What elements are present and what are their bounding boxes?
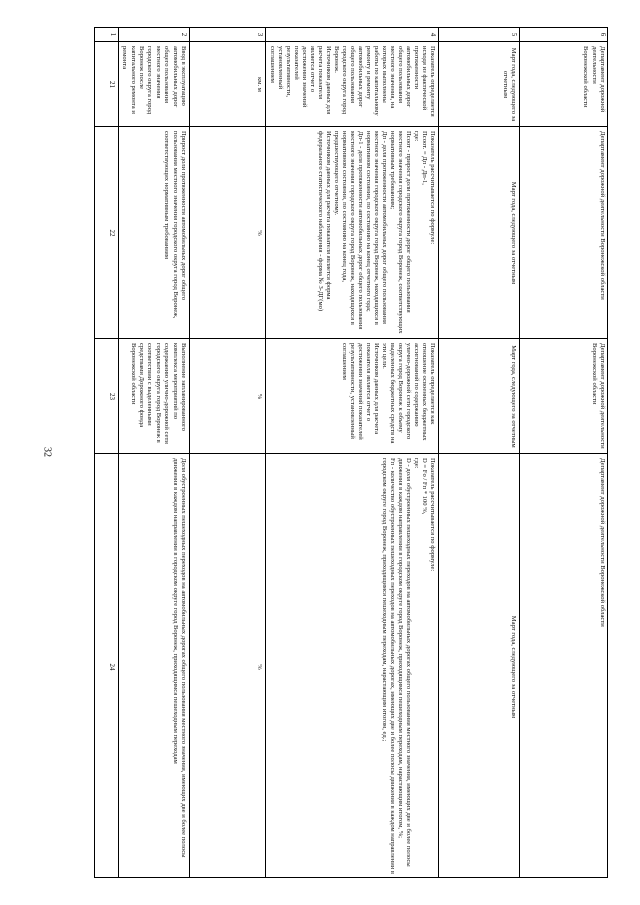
- unit: км. м: [256, 77, 263, 92]
- row-number-cell: [95, 127, 119, 338]
- header-cell: [190, 28, 266, 41]
- responsible: Департамент дорожной деятельности Воронежской области: [582, 46, 606, 113]
- deadline-cell: [439, 339, 520, 453]
- row-number-cell: [95, 454, 119, 878]
- responsible-cell: [520, 127, 608, 338]
- row-number: 24: [108, 663, 116, 671]
- deadline-cell: [439, 127, 520, 338]
- deadline: Март года, следующего за отчетным: [501, 47, 517, 122]
- unit: %: [256, 393, 263, 400]
- table-row: [95, 126, 607, 338]
- indicator-name-cell: [119, 339, 190, 453]
- responsible-cell: [520, 339, 608, 453]
- indicator-name: Выполнение запланированного комплекса мероприятий по содержанию улично-дорожной сети городского округа город Воронеж в соответствии с выделенными средствами Дорожного фонда Воронежской области: [129, 343, 187, 444]
- header-label: 5: [510, 32, 518, 37]
- row-number: 23: [108, 393, 116, 400]
- method-cell: [266, 339, 439, 453]
- responsible: Департамент дорожной деятельности Воронежской области: [599, 131, 606, 300]
- method-cell: [266, 42, 439, 126]
- unit-cell: [190, 127, 266, 338]
- row-number: 22: [108, 229, 116, 237]
- row-number-cell: [95, 339, 119, 453]
- responsible-cell: [520, 454, 608, 878]
- indicator-name: Доля обустроенных пешеходных переходов на автомобильных дорогах общего пользования местного значения, имеющих две и более полосы движения в каждом направлении в городском округе город Воронеж, приходящимся пешеходным переходам: [171, 458, 187, 858]
- table-row: [95, 338, 607, 453]
- deadline-cell: [439, 42, 520, 126]
- header-label: 3: [256, 32, 264, 37]
- method-cell: [266, 454, 439, 878]
- indicator-name-cell: [119, 42, 190, 126]
- header-cell: [95, 28, 119, 41]
- deadline: Март года, следующего за отчетным: [510, 181, 517, 285]
- responsible-cell: [520, 42, 608, 126]
- calculation-method: Показатель рассчитывается по формуле: D = Fо / Fп * 100 %, где: D - доля обустроенных пешеходных переходов на автомобильных дорогах общего пользования местного значения, имеющих две и более полосы движения в каждом направлении в городском округе город Воронеж, приходящимся пешеходным переходам, нарастающим итогом, %; Fп - количество обустроенных пешеходных переходов на автомобильных дорогах, имеющих две и более полосы движения в каждом направлении в городском округе город Воронеж, приходящимся пешеходным переходам, нарастающим итогом, ед.;: [381, 458, 436, 875]
- unit: %: [256, 664, 263, 670]
- calculation-method: Показатель определяется исходя из фактической протяженности автомобильных дорог общего пользования местного значения, на которых выполнены работы по капитальному ремонту и ремонту автомобильных дорог общего пользования городского округа город Воронеж. Источником данных для расчета показателя является отчет о достижении значений показателей результативности, установленный соглашением: [269, 46, 436, 117]
- deadline-cell: [439, 454, 520, 878]
- header-cell: [266, 28, 439, 41]
- method-cell: [266, 127, 439, 338]
- indicator-name: Прирост доли протяженности автомобильных дорог общего пользования местного значения городского округа город Воронеж, соответствующих нормативным требованиям: [163, 131, 187, 319]
- header-label: 2: [180, 32, 188, 37]
- indicator-name: Ввод в эксплуатацию автомобильных дорог общего пользования местного значения городского округа город Воронеж после капитального ремонта и ремонта: [121, 46, 187, 115]
- table-row: [95, 41, 607, 126]
- table-header-row: [95, 28, 607, 41]
- responsible: Департамент дорожной деятельности Воронежской области: [599, 458, 606, 627]
- unit-cell: [190, 454, 266, 878]
- calculation-method: Показатель рассчитывается по формуле: Псоот. = Дп - Дп-1, где: Псоот - прирост доли протяженности дорог общего пользования местного значения городского округа город Воронеж, соответствующих нормативным требованиям; Дп - доля протяженности автомобильных дорог общего пользования местного значения городского округа город Воронеж, находящихся в нормативном состоянии, по состоянию на конец отчетного года; Дп-1 - доля протяженности автомобильных дорог общего пользования местного значения городского округа город Воронеж, находящихся в нормативном состоянии, по состоянию на конец года, предшествующего отчетному. Источником данных для расчета показателя является форма федерального статистического наблюдения - форма № 3-ДГ(мо): [317, 131, 436, 334]
- unit-cell: [190, 42, 266, 126]
- unit-cell: [190, 339, 266, 453]
- unit: %: [256, 230, 263, 236]
- deadline: Март года, следующего за отчетным: [510, 615, 517, 719]
- header-cell: [119, 28, 190, 41]
- calculation-method: Показатель определяется как отношение освоенных бюджетных ассигнований по содержанию улично-дорожной сети городского округа город Воронеж к объему выделенных бюджетных средств на эти цели. Источником данных для расчета показателя является отчет о достижении значений показателей результативности, установленный соглашением: [341, 343, 436, 444]
- indicator-name-cell: [119, 127, 190, 338]
- row-number-cell: [95, 42, 119, 126]
- row-number: 21: [108, 81, 116, 88]
- header-label: 4: [429, 32, 437, 37]
- rotated-table: [94, 27, 608, 878]
- header-label: 6: [599, 32, 607, 37]
- deadline: Март года, следующего за отчетным: [510, 345, 517, 448]
- indicator-name-cell: [119, 454, 190, 878]
- page-number: 32: [41, 447, 53, 457]
- header-cell: [439, 28, 520, 41]
- header-label: 1: [109, 32, 117, 37]
- header-cell: [520, 28, 608, 41]
- table-row: [95, 453, 607, 878]
- responsible: Департамент дорожной деятельности Воронежской области: [590, 343, 606, 449]
